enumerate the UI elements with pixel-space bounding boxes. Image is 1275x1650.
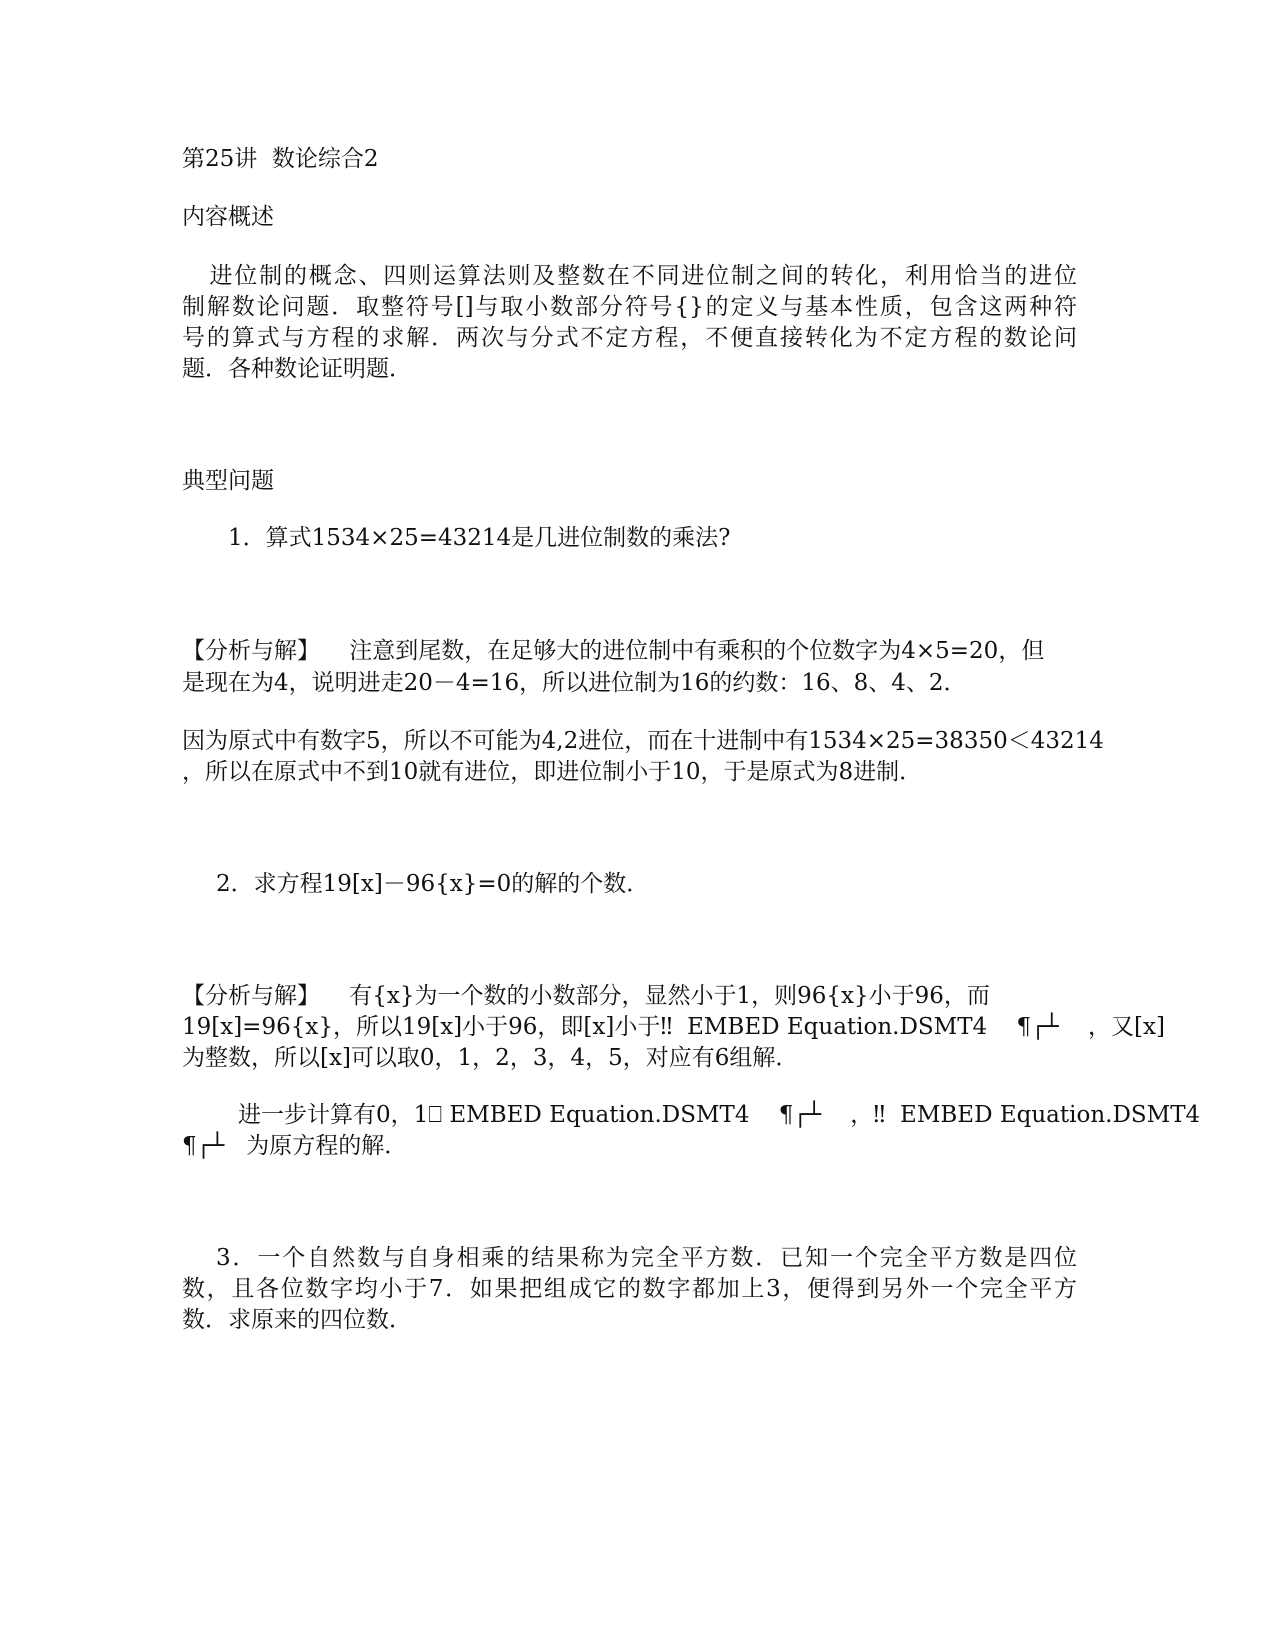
problem-1-question: 1．算式1534×25=43214是几进位制数的乘法? (228, 525, 731, 551)
solution-line: 【分析与解】 有{x}为一个数的小数部分，显然小于1，则96{x}小于96，而 (182, 983, 990, 1009)
overview-line: 题．各种数论证明题． (182, 356, 412, 382)
solution-line: 进一步计算有0，1⎕ EMBED Equation.DSMT4 ¶┌┴ ，‼ EMBED Equation.DSMT4 (238, 1102, 1201, 1128)
problem-2-question: 2．求方程19[x]－96{x}=0的解的个数． (216, 871, 650, 897)
overview-heading: 内容概述 (182, 204, 274, 230)
solution-line: 【分析与解】 注意到尾数，在足够大的进位制中有乘积的个位数字为4×5=20，但 (182, 638, 1045, 664)
solution-line: 是现在为4，说明进走20－4=16，所以进位制为16的约数：16、8、4、2． (182, 670, 967, 696)
solution-line: ¶┌┴ 为原方程的解． (182, 1133, 408, 1159)
overview-line: 制解数论问题．取整符号[]与取小数部分符号{}的定义与基本性质，包含这两种符 (182, 294, 1077, 320)
overview-line: 进位制的概念、四则运算法则及整数在不同进位制之间的转化，利用恰当的进位 (182, 263, 1077, 289)
lecture-title: 第25讲 数论综合2 (182, 146, 379, 172)
question-line: 数．求原来的四位数． (182, 1307, 412, 1333)
solution-line: ，所以在原式中不到10就有进位，即进位制小于10，于是原式为8进制． (182, 759, 923, 785)
problems-heading: 典型问题 (182, 468, 274, 494)
solution-line: 因为原式中有数字5，所以不可能为4,2进位，而在十进制中有1534×25=38350＜43214 (182, 728, 1104, 754)
solution-line: 为整数，所以[x]可以取0，1，2，3，4，5，对应有6组解． (182, 1045, 799, 1071)
question-line: 3．一个自然数与自身相乘的结果称为完全平方数．已知一个完全平方数是四位 (216, 1245, 1077, 1271)
overview-line: 号的算式与方程的求解．两次与分式不定方程，不便直接转化为不定方程的数论问 (182, 325, 1077, 351)
question-line: 数，且各位数字均小于7．如果把组成它的数字都加上3，便得到另外一个完全平方 (182, 1276, 1077, 1302)
solution-line: 19[x]=96{x}，所以19[x]小于96，即[x]小于‼ EMBED Equation.DSMT4 ¶┌┴ ，又[x] (182, 1014, 1165, 1040)
